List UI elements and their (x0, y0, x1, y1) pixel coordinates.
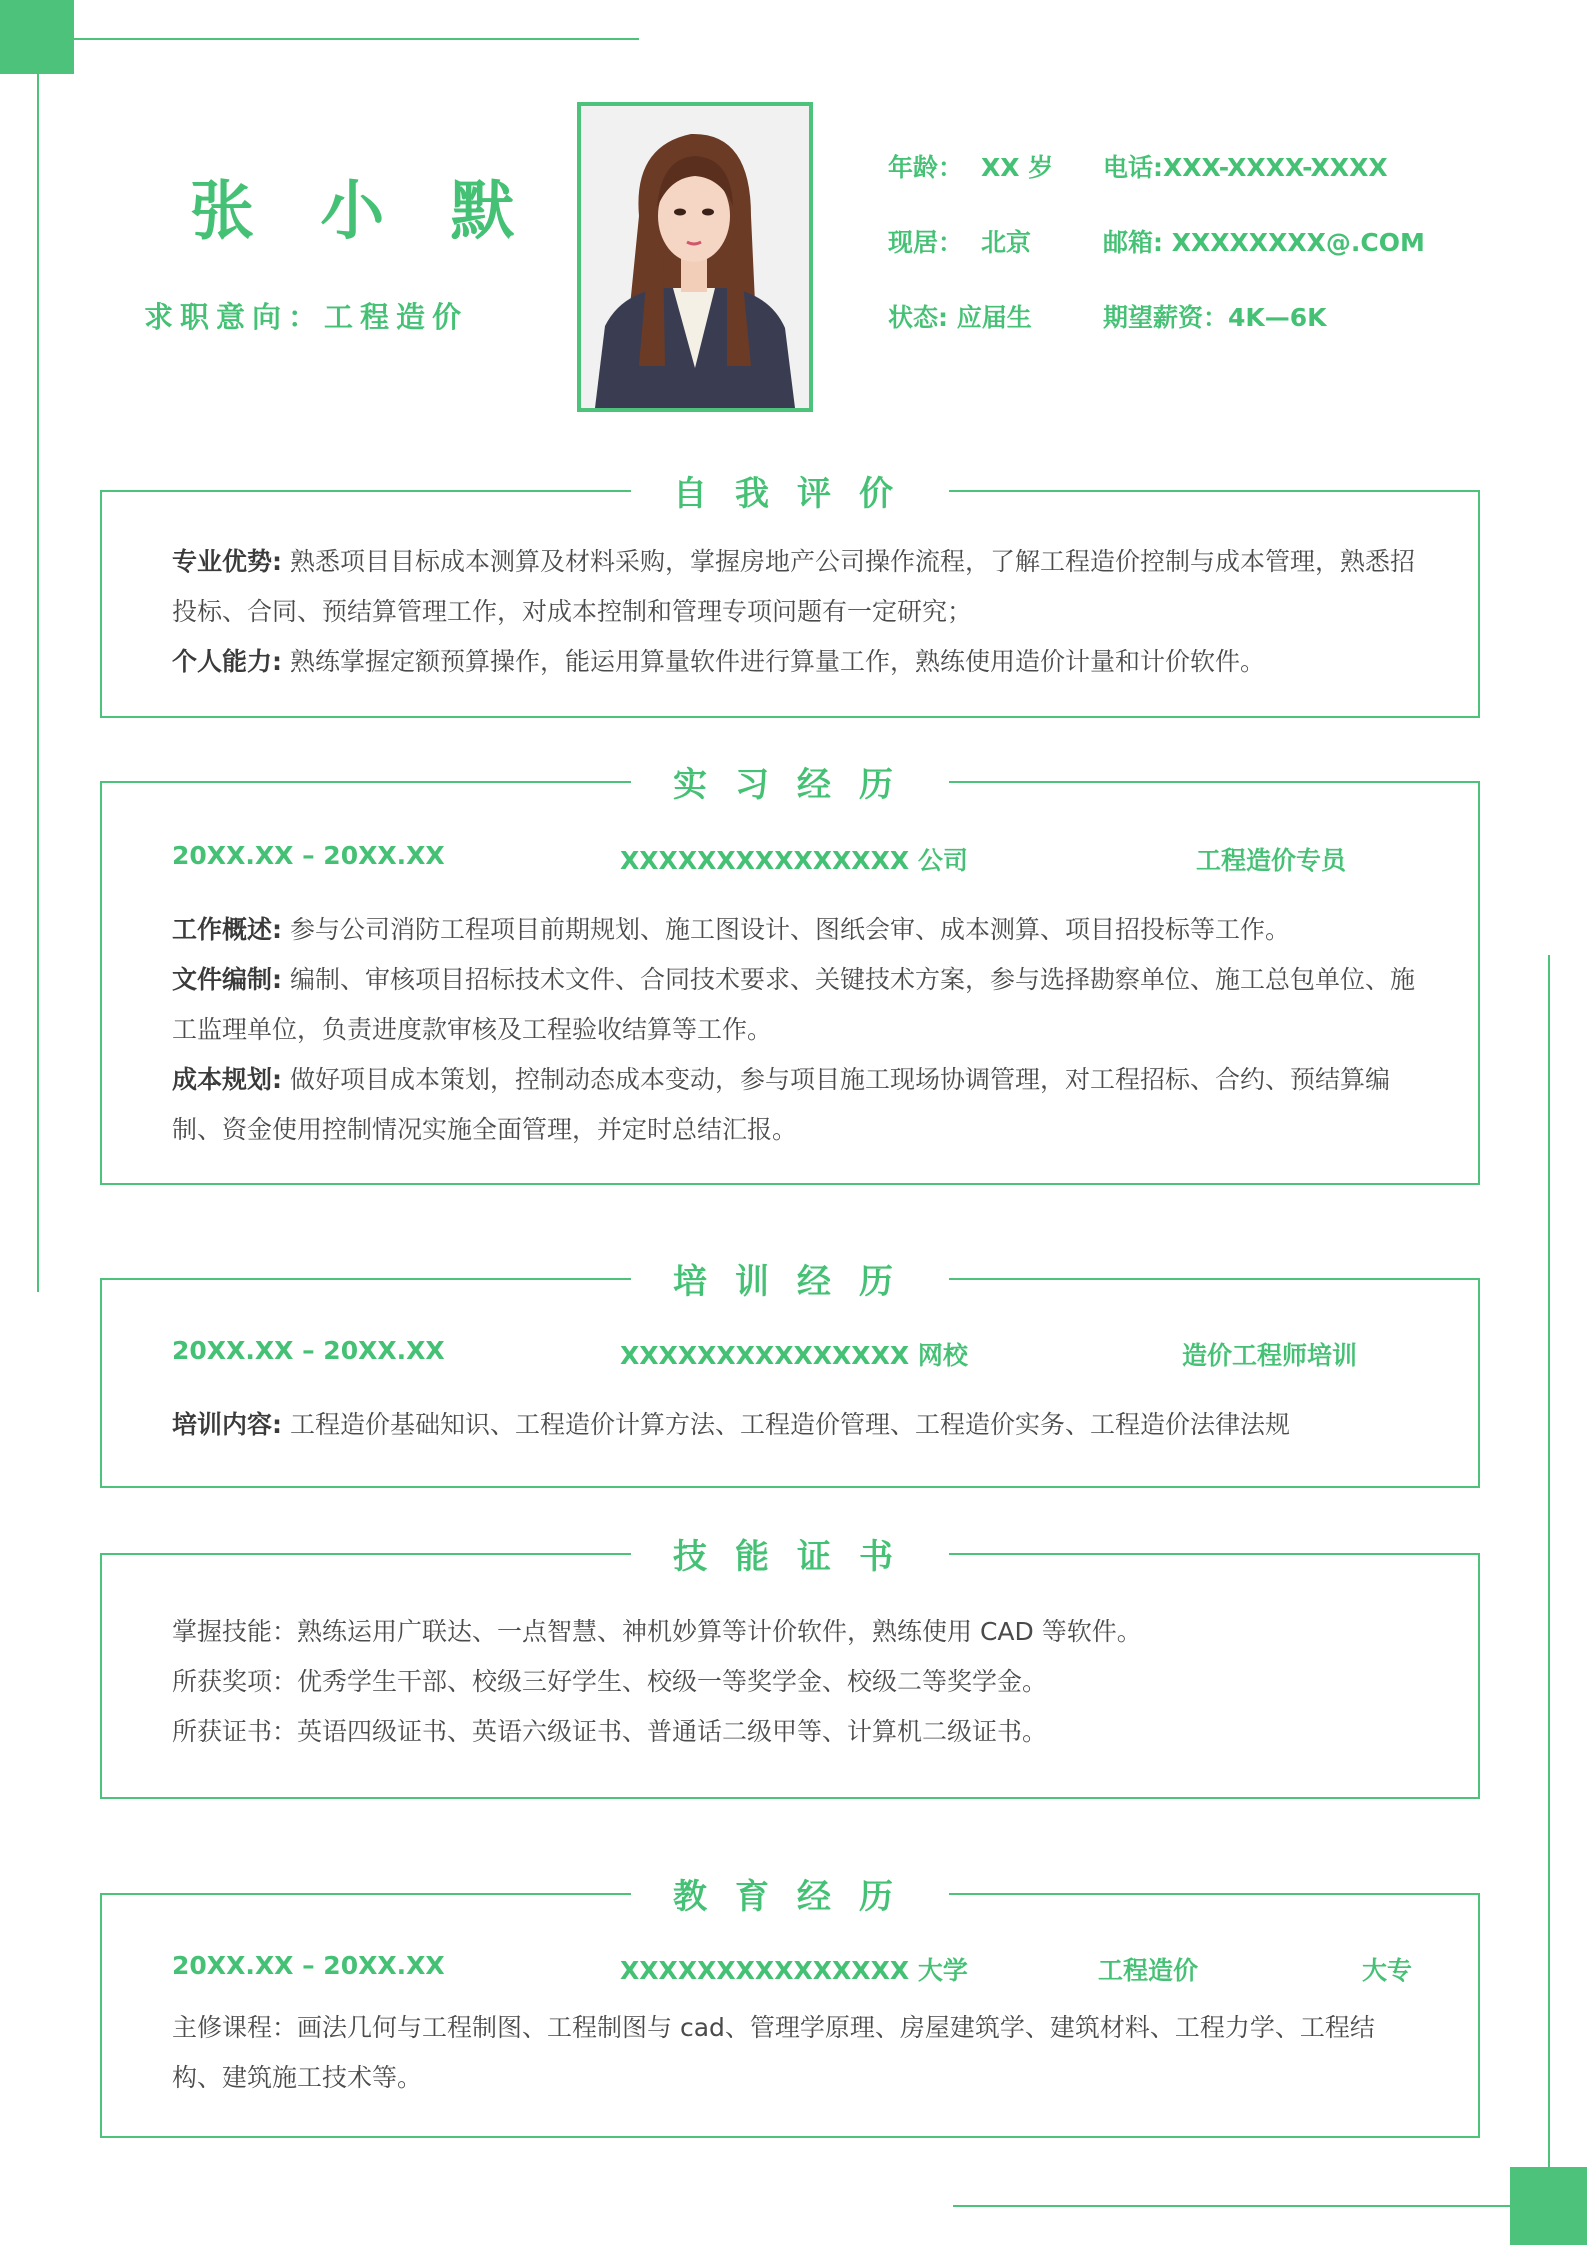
internship-period: 20XX.XX – 20XX.XX (172, 841, 445, 870)
residence-label: 现居： (888, 228, 964, 257)
section-internship (100, 765, 1480, 1185)
item-text: 编制、审核项目招标技术文件、合同技术要求、关键技术方案，参与选择勘察单位、施工总包单位、施工监理单位，负责进度款审核及工程验收结算等工作。 (172, 965, 1415, 1044)
section-training (100, 1262, 1480, 1488)
candidate-name: 张 小 默 (190, 175, 537, 249)
education-period: 20XX.XX – 20XX.XX (172, 1951, 445, 1980)
item-text: 做好项目成本策划，控制动态成本变动，参与项目施工现场协调管理，对工程招标、合约、预结算编制、资金使用控制情况实施全面管理，并定时总结汇报。 (172, 1065, 1390, 1144)
status-text: 状态: 应届生 (888, 303, 1032, 332)
item-text: 工程造价基础知识、工程造价计算方法、工程造价管理、工程造价实务、工程造价法律法规 (282, 1410, 1290, 1439)
internship-role: 工程造价专员 (1196, 846, 1347, 875)
portrait-photo (577, 102, 813, 412)
self-eval-item (172, 637, 1422, 687)
internship-item (172, 905, 1422, 955)
portrait-illustration (581, 106, 809, 408)
skills-content (172, 1607, 1422, 1757)
training-period: 20XX.XX – 20XX.XX (172, 1336, 445, 1365)
self-eval-item (172, 537, 1422, 637)
education-courses: 主修课程：画法几何与工程制图、工程制图与 cad、管理学原理、房屋建筑学、建筑材料、工程力学、工程结构、建筑施工技术等。 (172, 2013, 1375, 2092)
skills-line: 掌握技能：熟练运用广联达、一点智慧、神机妙算等计价软件，熟练使用 CAD 等软件。 (172, 1617, 1142, 1646)
job-intent: 求职意向：工程造价 (144, 300, 469, 334)
training-school: XXXXXXXXXXXXXXX 网校 (620, 1341, 968, 1370)
corner-square-bottom-right (1510, 2167, 1587, 2245)
salary-text: 期望薪资：4K—6K (1103, 303, 1327, 332)
training-course: 造价工程师培训 (1182, 1341, 1358, 1370)
phone-text: 电话:XXX-XXXX-XXXX (1103, 153, 1388, 182)
section-title: 实习经历 (631, 757, 949, 806)
info-row-2 (888, 223, 1031, 259)
internship-company: XXXXXXXXXXXXXXX 公司 (620, 846, 968, 875)
internship-item (172, 1055, 1422, 1155)
skills-line: 所获证书：英语四级证书、英语六级证书、普通话二级甲等、计算机二级证书。 (172, 1717, 1048, 1746)
item-label: 文件编制: (172, 965, 282, 994)
item-text: 参与公司消防工程项目前期规划、施工图设计、图纸会审、成本测算、项目招投标等工作。 (282, 915, 1290, 944)
bottom-rule (953, 2205, 1510, 2207)
item-label: 个人能力: (172, 647, 282, 676)
age-value: XX 岁 (981, 153, 1054, 182)
education-major: 工程造价 (1098, 1956, 1199, 1985)
section-title: 培训经历 (631, 1254, 949, 1303)
top-rule (74, 38, 639, 40)
section-education (100, 1877, 1480, 2138)
item-text: 熟练掌握定额预算操作，能运用算量软件进行算量工作，熟练使用造价计量和计价软件。 (282, 647, 1265, 676)
section-title: 教育经历 (631, 1869, 949, 1918)
corner-square-top-left (0, 0, 74, 74)
section-title: 自我评价 (631, 466, 949, 515)
skills-line: 所获奖项：优秀学生干部、校级三好学生、校级一等奖学金、校级二等奖学金。 (172, 1667, 1048, 1696)
training-item (172, 1400, 1432, 1450)
email-text: 邮箱: XXXXXXXX@.COM (1103, 228, 1425, 257)
residence-value: 北京 (981, 228, 1032, 257)
item-label: 培训内容: (172, 1410, 282, 1439)
section-self-evaluation (100, 474, 1480, 718)
age-label: 年龄： (888, 153, 964, 182)
info-row-1 (888, 148, 1053, 184)
education-degree: 大专 (1362, 1956, 1413, 1985)
internship-content (172, 905, 1422, 1155)
item-label: 工作概述: (172, 915, 282, 944)
right-rule (1548, 955, 1550, 2168)
item-label: 专业优势: (172, 547, 282, 576)
internship-item (172, 955, 1422, 1055)
self-eval-content (172, 537, 1422, 687)
item-label: 成本规划: (172, 1065, 282, 1094)
education-school: XXXXXXXXXXXXXXX 大学 (620, 1956, 968, 1985)
section-skills (100, 1537, 1480, 1799)
section-title: 技能证书 (631, 1529, 949, 1578)
training-content (172, 1400, 1432, 1450)
item-text: 熟悉项目目标成本测算及材料采购，掌握房地产公司操作流程，了解工程造价控制与成本管理，熟悉招投标、合同、预结算管理工作，对成本控制和管理专项问题有一定研究； (172, 547, 1415, 626)
left-rule (37, 74, 39, 1292)
